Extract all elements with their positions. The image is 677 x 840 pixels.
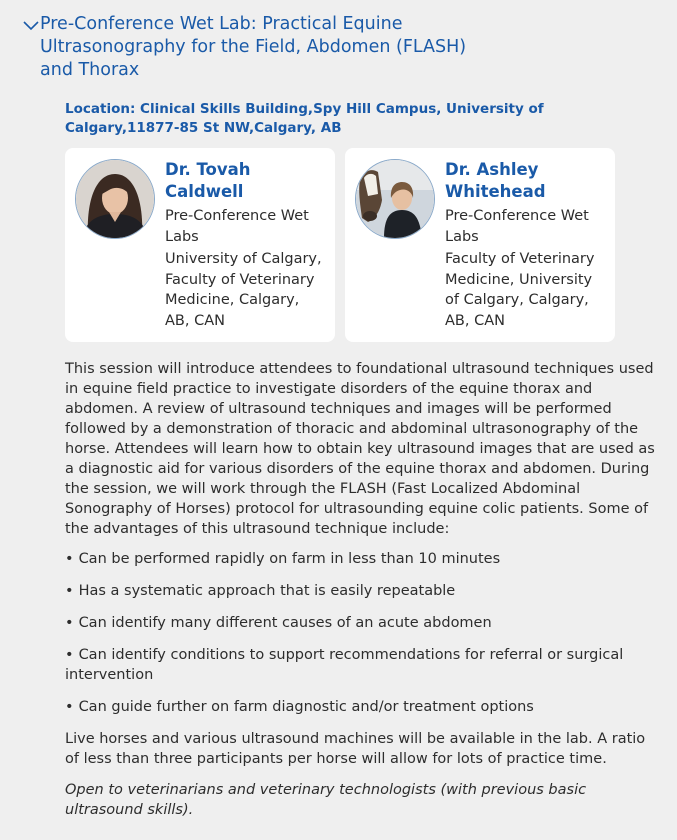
bullet-glyph: • xyxy=(65,583,74,599)
list-item-text: Can identify conditions to support recommendations for referral or surgical intervention xyxy=(65,647,624,683)
session-location: Location: Clinical Skills Building,Spy Hill Campus, University of Calgary,11877-85 St NW,Calgary, AB xyxy=(65,101,544,136)
session-title[interactable]: Pre-Conference Wet Lab: Practical Equine Ultrasonography for the Field, Abdomen (FLASH) and Thorax xyxy=(40,14,467,80)
list-item-text: Can identify many different causes of an acute abdomen xyxy=(78,615,492,631)
speaker-card[interactable] xyxy=(345,148,615,342)
session-toggle[interactable] xyxy=(22,13,502,82)
list-item-text: Has a systematic approach that is easily repeatable xyxy=(78,583,456,599)
list-item xyxy=(65,581,661,601)
avatar xyxy=(355,159,435,239)
chevron-down-icon[interactable] xyxy=(22,17,40,35)
list-item-text: Can be performed rapidly on farm in less than 10 minutes xyxy=(78,551,501,567)
bullet-glyph: • xyxy=(65,615,74,631)
speaker-name[interactable]: Dr. Ashley Whitehead xyxy=(445,160,546,201)
bullet-glyph: • xyxy=(65,551,74,567)
list-item xyxy=(65,645,661,685)
list-item xyxy=(65,697,661,717)
avatar xyxy=(75,159,155,239)
bullet-glyph: • xyxy=(65,647,74,663)
speaker-name[interactable]: Dr. Tovah Caldwell xyxy=(165,160,251,201)
lab-note: Live horses and various ultrasound machines will be available in the lab. A ratio of less than three participants per horse will allow for lots of practice time. xyxy=(65,731,646,767)
speaker-role: Pre-Conference Wet Labs xyxy=(165,208,309,245)
list-item xyxy=(65,613,661,633)
list-item-text: Can guide further on farm diagnostic and/or treatment options xyxy=(78,699,534,715)
speaker-affiliation: University of Calgary, Faculty of Veterinary Medicine, Calgary, AB, CAN xyxy=(165,251,322,329)
speaker-role: Pre-Conference Wet Labs xyxy=(445,208,589,245)
speaker-card[interactable] xyxy=(65,148,335,342)
bullet-glyph: • xyxy=(65,699,74,715)
list-item xyxy=(65,549,661,569)
advantages-list xyxy=(65,549,661,717)
description-text: This session will introduce attendees to foundational ultrasound techniques used in equine field practice to investigate disorders of the equine thorax and abdomen. A review of ultrasound techniques and images will be performed followed by a demonstration of thoracic and abdominal ultrasonography of the horse. Attendees will learn how to obtain key ultrasound images that are used as a diagnostic aid for various disorders of the equine thorax and abdomen. During the session, we will work through the FLASH (Fast Localized Abdominal Sonography of Horses) protocol for ultrasounding equine colic patients. Some of the advantages of this ultrasound technique include: xyxy=(65,361,655,537)
session-description xyxy=(65,359,661,820)
speaker-affiliation: Faculty of Veterinary Medicine, University of Calgary, Calgary, AB, CAN xyxy=(445,251,595,329)
eligibility-note: Open to veterinarians and veterinary technologists (with previous basic ultrasound skills). xyxy=(65,782,587,818)
